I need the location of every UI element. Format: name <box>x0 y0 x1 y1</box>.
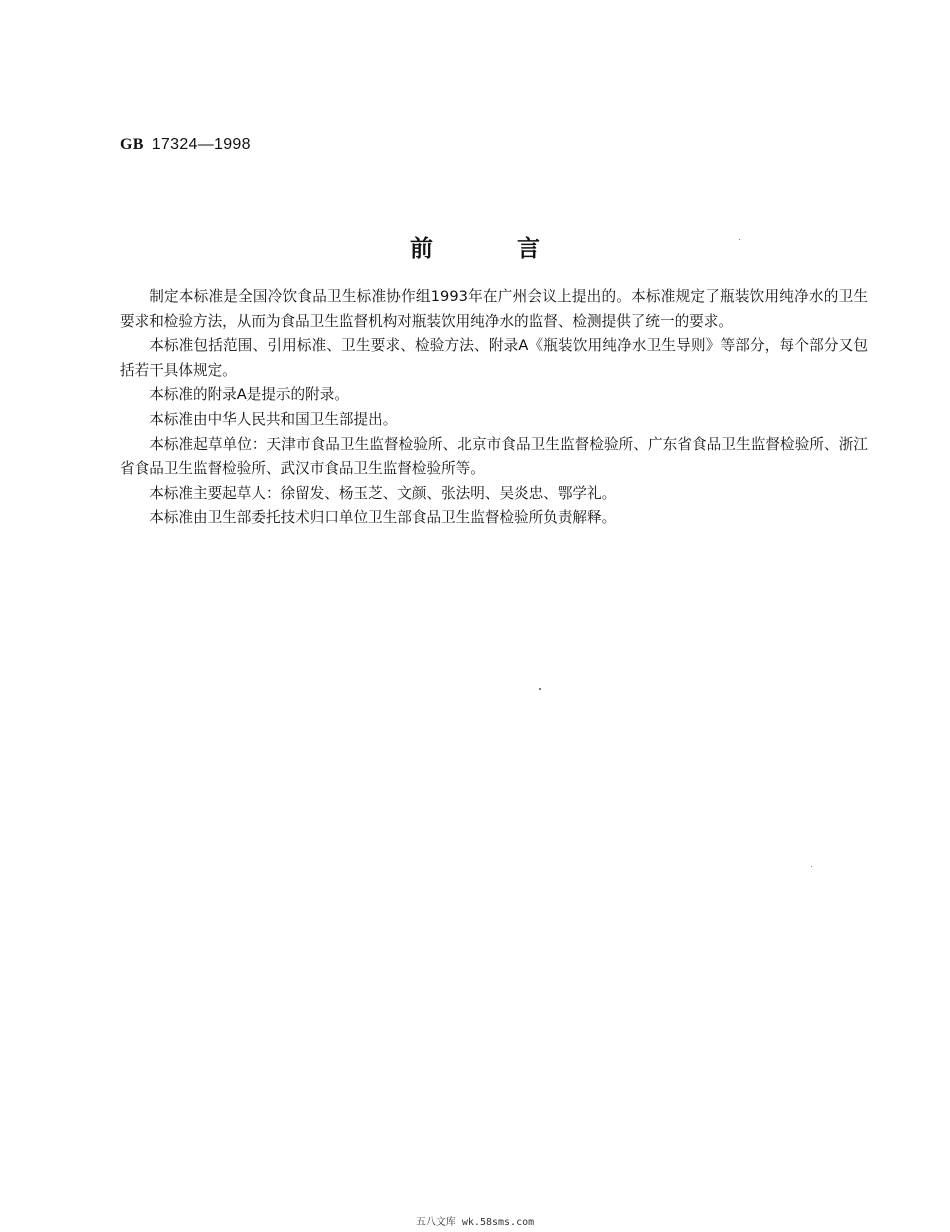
watermark-footer: 五八文库 wk.58sms.com <box>415 1217 535 1228</box>
title-char-2: 言 <box>517 236 540 262</box>
foreword-body <box>120 285 868 531</box>
paragraph-6: 本标准主要起草人：徐留发、杨玉芝、文颜、张法明、吴炎忠、鄂学礼。 <box>149 484 617 502</box>
paragraph-2: 本标准包括范围、引用标准、卫生要求、检验方法、附录A《瓶装饮用纯净水卫生导则》等部分，每个部分又包括若干具体规定。 <box>120 337 868 379</box>
title-char-1: 前 <box>410 236 433 262</box>
paragraph-3: 本标准的附录A是提示的附录。 <box>149 386 349 404</box>
paragraph-4: 本标准由中华人民共和国卫生部提出。 <box>149 410 398 428</box>
standard-prefix: GB <box>120 136 144 153</box>
scan-speck <box>539 688 541 690</box>
paragraph-7: 本标准由卫生部委托技术归口单位卫生部食品卫生监督检验所负责解释。 <box>149 509 617 527</box>
scan-speck <box>811 866 812 867</box>
page-title <box>0 230 950 263</box>
paragraph-5: 本标准起草单位：天津市食品卫生监督检验所、北京市食品卫生监督检验所、广东省食品卫生监督检验所、浙江省食品卫生监督检验所、武汉市食品卫生监督检验所等。 <box>120 435 868 478</box>
standard-number <box>120 136 251 154</box>
paragraph-1: 制定本标准是全国冷饮食品卫生标准协作组1993年在广州会议上提出的。本标准规定了瓶装饮用纯净水的卫生要求和检验方法，从而为食品卫生监督机构对瓶装饮用纯净水的监督、检测提供了统一的要求。 <box>120 288 868 330</box>
scan-speck <box>739 239 740 240</box>
standard-code: 17324—1998 <box>151 136 251 153</box>
